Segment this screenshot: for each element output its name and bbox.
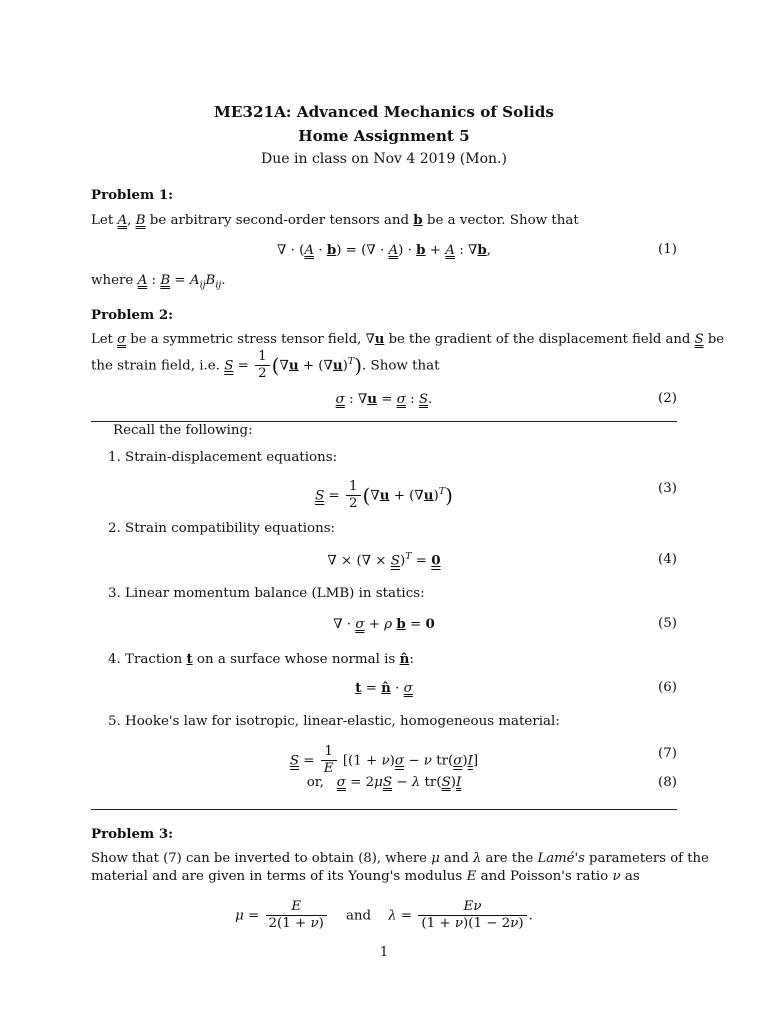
equation-8: or, σ = 2μS − λ tr(S)I (8) bbox=[91, 774, 677, 798]
equation-7: S = $\frac{1}{E}$ [(1 + ν)σ − ν tr(σ)I] (7) bbox=[289, 744, 677, 776]
assignment-title: Home Assignment 5 bbox=[298, 127, 470, 145]
lame-parameters-equation: μ = $\frac{E}{2(1 + \nu)}$ and λ = $\frac{E\nu}{(1 + \nu)(1 - 2\nu)}$ . bbox=[235, 899, 533, 931]
recall-intro: Recall the following: bbox=[113, 423, 253, 438]
equation-3-number: (3) bbox=[658, 481, 677, 496]
course-title: ME321A: Advanced Mechanics of Solids bbox=[214, 103, 554, 121]
recall-item-2: 2. Strain compatibility equations: bbox=[108, 521, 336, 536]
problem2-line2: the strain field, i.e. S = $\frac{1}{2}$ $(\nabla u + (\nabla u)^T)$. Show that bbox=[91, 349, 440, 381]
recall-item-4: 4. Traction t on a surface whose normal is n̂: bbox=[108, 651, 414, 667]
equation-1: ∇ · (A · b) = (∇ · A) · b + A : ∇b, (1) bbox=[277, 242, 677, 258]
page-number: 1 bbox=[379, 945, 389, 960]
due-date: Due in class on Nov 4 2019 (Mon.) bbox=[261, 151, 507, 167]
problem1-heading: Problem 1: bbox=[91, 187, 174, 203]
problem1-intro: Let A, B be arbitrary second-order tensors and b be a vector. Show that bbox=[91, 212, 579, 228]
recall-item-1: 1. Strain-displacement equations: bbox=[108, 450, 338, 465]
equation-6-number: (6) bbox=[658, 680, 677, 695]
equation-5-number: (5) bbox=[658, 616, 677, 631]
equation-2-number: (2) bbox=[658, 391, 677, 406]
equation-3: S = $\frac{1}{2}$ $(\nabla u + (\nabla u)^T)$ (3) bbox=[315, 479, 677, 511]
problem3-line1: Show that (7) can be inverted to obtain (8), where μ and λ are the Lamé's parameters of the bbox=[91, 851, 709, 866]
recall-item-3: 3. Linear momentum balance (LMB) in statics: bbox=[108, 586, 425, 601]
equation-6: t = n̂ · σ (6) bbox=[355, 680, 677, 696]
equation-2: σ : ∇u = σ : S. (2) bbox=[335, 391, 677, 407]
problem2-heading: Problem 2: bbox=[91, 307, 174, 323]
divider-bottom bbox=[91, 809, 677, 810]
or-label: or, bbox=[306, 775, 324, 790]
equation-4-number: (4) bbox=[658, 552, 677, 567]
problem3-line2: material and are given in terms of its Young's modulus E and Poisson's ratio ν as bbox=[91, 869, 640, 884]
equation-8-number: (8) bbox=[658, 775, 677, 790]
recall-item-5: 5. Hooke's law for isotropic, linear-elastic, homogeneous material: bbox=[108, 714, 560, 729]
problem3-heading: Problem 3: bbox=[91, 826, 174, 842]
equation-5: ∇ · σ + ρ b = 0 (5) bbox=[333, 616, 677, 632]
problem2-line1: Let σ be a symmetric stress tensor field, ∇u be the gradient of the displacement field and S be bbox=[91, 332, 725, 347]
problem1-where: where A : $B = A_{ij}B_{ij}$. bbox=[91, 273, 226, 291]
equation-4: ∇ × (∇ × S)$^T$ = 0 (4) bbox=[327, 551, 677, 569]
equation-1-number: (1) bbox=[658, 242, 677, 257]
equation-7-number: (7) bbox=[658, 746, 677, 761]
